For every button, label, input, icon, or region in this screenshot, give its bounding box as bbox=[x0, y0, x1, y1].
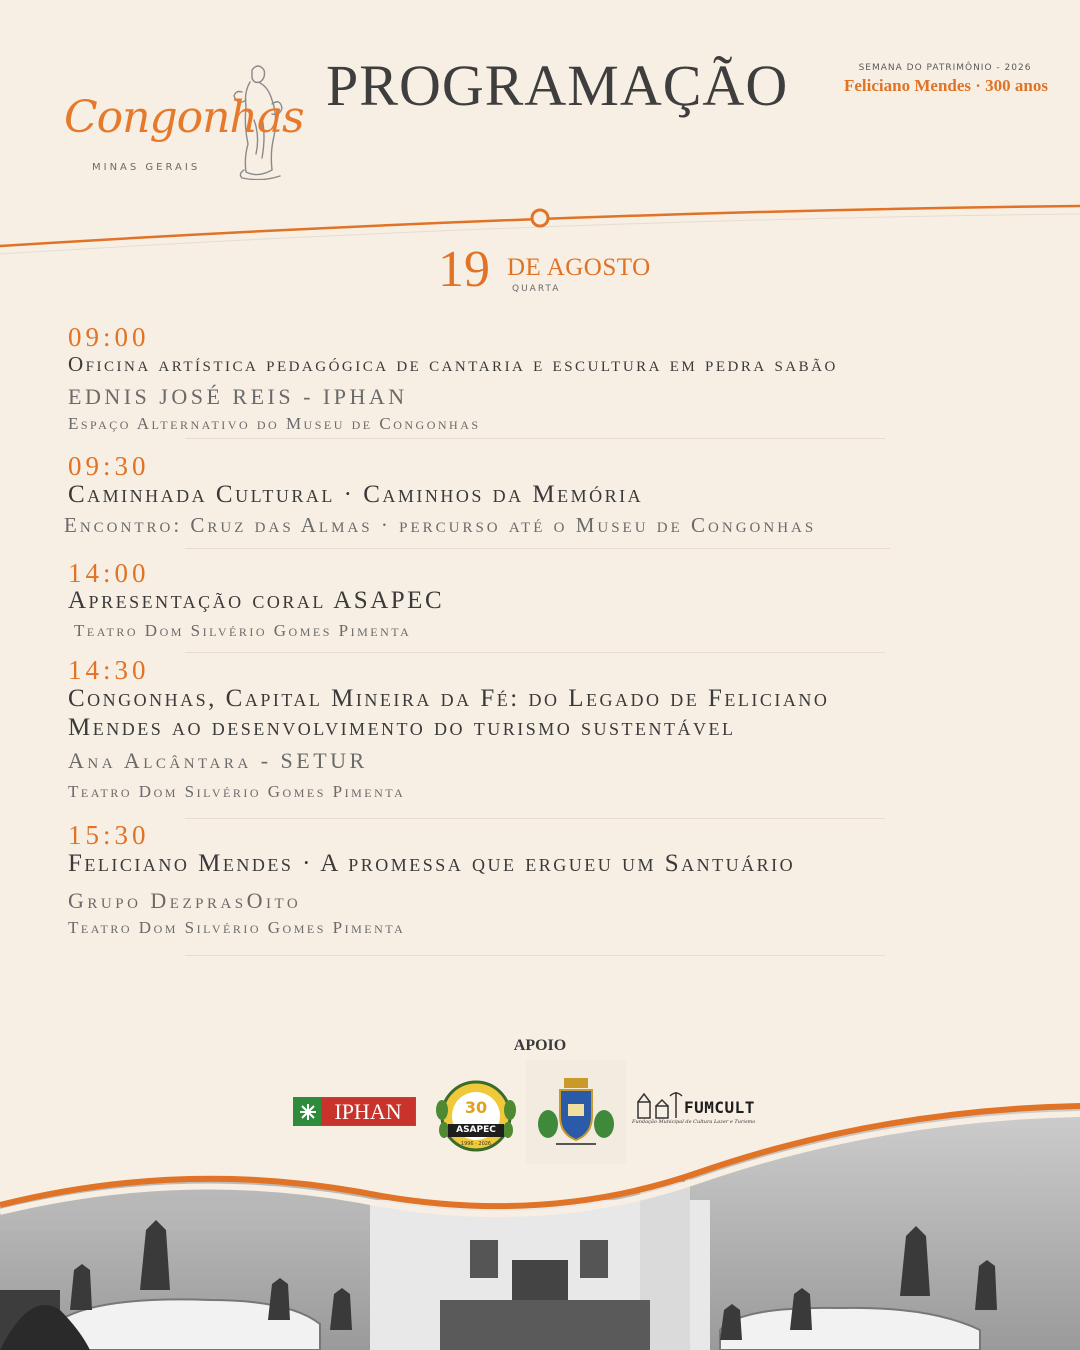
item-speaker: EDNIS JOSÉ REIS - IPHAN bbox=[68, 384, 408, 409]
item-speaker: Grupo DezprasOito bbox=[68, 888, 302, 913]
item-place: Encontro: Cruz das Almas · percurso até o Museu de Congonhas bbox=[64, 513, 817, 537]
date-day: 19 bbox=[438, 241, 490, 298]
separator bbox=[185, 955, 885, 956]
item-time: 14:00 bbox=[68, 558, 150, 588]
separator bbox=[185, 548, 890, 549]
item-time: 09:00 bbox=[68, 322, 150, 352]
sanctuary-photo bbox=[0, 1100, 1080, 1350]
asapec-badge: 30 bbox=[464, 1098, 488, 1117]
event-name: Feliciano Mendes · 300 anos bbox=[844, 76, 1048, 95]
timeline-divider bbox=[0, 196, 1080, 260]
item-time: 09:30 bbox=[68, 451, 150, 481]
separator bbox=[185, 818, 885, 819]
logo-wordmark: Congonhas bbox=[64, 92, 304, 143]
item-title: Apresentação coral ASAPEC bbox=[68, 587, 445, 614]
item-time: 14:30 bbox=[68, 655, 150, 685]
asapec-years: 1996 · 2026 bbox=[460, 1141, 492, 1147]
item-title-line-1: Congonhas, Capital Mineira da Fé: do Legado de Feliciano bbox=[68, 685, 830, 712]
item-place: Espaço Alternativo do Museu de Congonhas bbox=[68, 414, 481, 433]
item-title: Caminhada Cultural · Caminhos da Memória bbox=[68, 481, 644, 508]
asapec-wordmark: ASAPEC bbox=[456, 1125, 496, 1135]
item-time: 15:30 bbox=[68, 820, 150, 850]
supporters-label: APOIO bbox=[513, 1037, 567, 1054]
fumcult-subtitle: Fundação Municipal de Cultura Lazer e Turismo bbox=[632, 1119, 756, 1125]
separator bbox=[185, 652, 885, 653]
event-subtitle: SEMANA DO PATRIMÔNIO - 2026 bbox=[858, 63, 1032, 73]
date-month: DE AGOSTO bbox=[507, 254, 651, 281]
fumcult-wordmark: FUMCULT bbox=[684, 1098, 755, 1117]
item-place: Teatro Dom Silvério Gomes Pimenta bbox=[68, 782, 406, 801]
iphan-wordmark: IPHAN bbox=[321, 1098, 415, 1125]
page-title: PROGRAMAÇÃO bbox=[326, 53, 789, 118]
item-title: Oficina artística pedagógica de cantaria e escultura em pedra sabão bbox=[68, 352, 838, 376]
item-speaker: Ana Alcântara - SETUR bbox=[68, 748, 368, 773]
item-title: Feliciano Mendes · A promessa que ergueu um Santuário bbox=[68, 850, 796, 877]
logo-subtitle: MINAS GERAIS bbox=[92, 162, 201, 173]
circle-node-icon bbox=[532, 210, 548, 226]
separator bbox=[185, 438, 885, 439]
item-place: Teatro Dom Silvério Gomes Pimenta bbox=[68, 918, 406, 937]
item-title-line-2: Mendes ao desenvolvimento do turismo sustentável bbox=[68, 714, 736, 741]
item-place: Teatro Dom Silvério Gomes Pimenta bbox=[74, 621, 412, 640]
date-weekday: QUARTA bbox=[512, 284, 561, 294]
